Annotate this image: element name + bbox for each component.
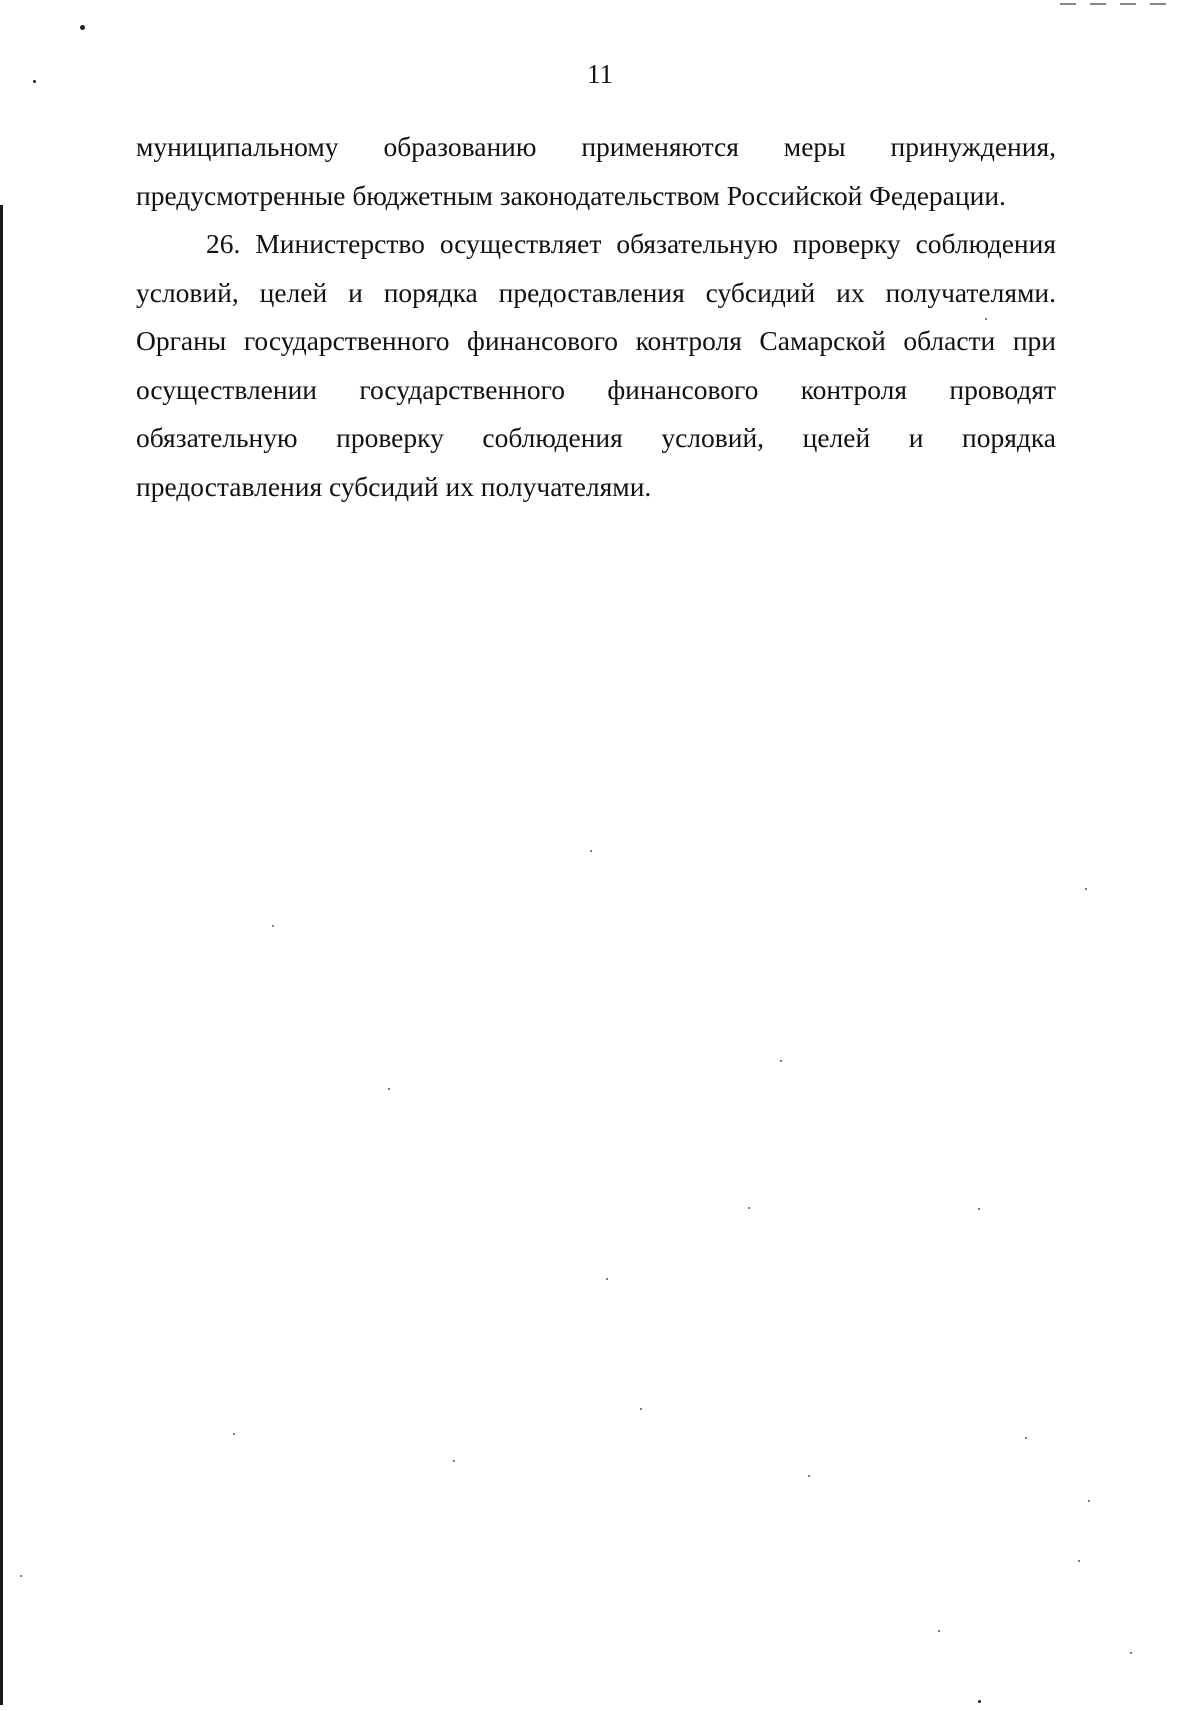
scan-speck xyxy=(808,1475,810,1477)
scan-speck xyxy=(780,1060,782,1062)
text-line: условий, целей и порядка предоставления субсидий их получателями. xyxy=(136,276,1056,308)
scan-speck xyxy=(388,1088,390,1090)
scan-speck xyxy=(1078,1560,1080,1562)
paragraph-26 xyxy=(136,220,1056,511)
scan-speck xyxy=(640,1408,642,1410)
paragraph-continuation xyxy=(136,123,1056,220)
text-line: Органы государственного финансового контроля Самарской области при xyxy=(136,325,1056,356)
text-line: осуществлении государственного финансового контроля проводят xyxy=(136,373,1056,405)
text-line: 26. Министерство осуществляет обязательную проверку соблюдения xyxy=(206,228,1056,259)
scan-speck xyxy=(1088,1500,1090,1502)
scan-edge-line xyxy=(0,205,3,1705)
scan-speck xyxy=(1025,1437,1027,1439)
text-line: обязательную проверку соблюдения условий, целей и порядка xyxy=(136,422,1056,453)
scan-speck xyxy=(1130,1652,1132,1654)
scan-speck xyxy=(33,80,36,83)
scan-speck xyxy=(1060,3,1076,5)
scan-speck xyxy=(453,1460,455,1462)
scan-speck xyxy=(1085,888,1087,890)
scan-speck xyxy=(272,925,274,927)
document-body xyxy=(136,123,1056,511)
scan-speck xyxy=(978,1208,980,1210)
scan-speck xyxy=(1090,3,1106,5)
scan-speck xyxy=(1150,3,1166,5)
scan-speck xyxy=(20,1575,22,1577)
text-line: муниципальному образованию применяются меры принуждения, xyxy=(136,131,1056,162)
scan-speck xyxy=(985,318,987,320)
text-line: предусмотренные бюджетным законодательством Российской Федерации. xyxy=(136,179,1006,211)
scan-speck xyxy=(80,25,85,30)
scan-speck xyxy=(978,1700,981,1703)
scan-speck xyxy=(606,1278,608,1280)
scan-speck xyxy=(1120,3,1136,5)
page-number: 11 xyxy=(587,59,613,89)
scan-speck xyxy=(748,1207,750,1209)
scan-speck xyxy=(938,1630,940,1632)
scan-speck xyxy=(590,850,592,852)
text-line: предоставления субсидий их получателями. xyxy=(136,470,652,502)
scan-speck xyxy=(233,1433,235,1435)
